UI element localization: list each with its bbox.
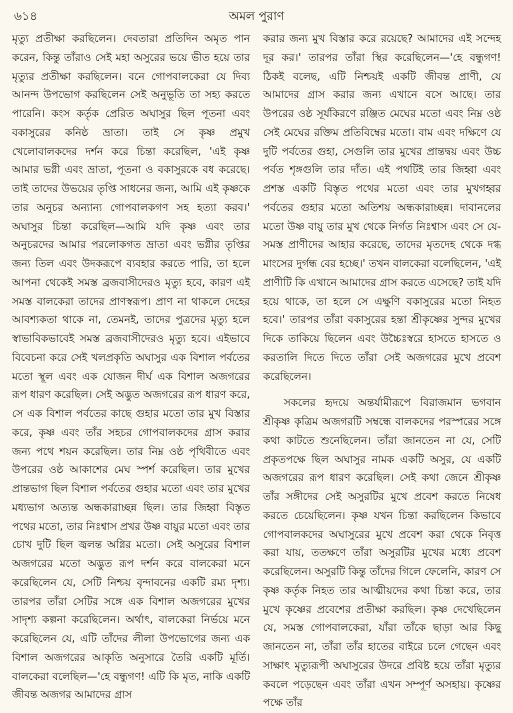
- running-title: অমল পুরাণ: [228, 9, 285, 23]
- left-column: [12, 30, 250, 705]
- paragraph: সকলের হৃদয়ে অন্তর্যামীরূপে বিরাজমান ভগবান শ্রীকৃষ্ণ কৃত্রিম অজগরটি সম্বন্ধে বালকদের পরস্পরের সঙ্গে কথা কাটতে শুনেছিলেন। তাঁরা জানতেন না যে, সেটি প্রকৃতপক্ষে ছিল অঘাসুর নামক একটি অসুর, যে একটি অজগরের রূপ ধারণ করেছিল। সেই কথা জেনে শ্রীকৃষ্ণ তাঁর সঙ্গীদের সেই অসুরটির মুখে প্রবেশ করতে নিষেধ করতে চেয়েছিলেন। কৃষ্ণ যখন চিন্তা করছিলেন কিভাবে গোপবালকদের অঘাসুরের মুখে প্রবেশ করা থেকে নিবৃত্ত করা যায়, ততক্ষণে তাঁরা অসুরটির মুখের মধ্যে প্রবেশ করেছিলেন। অসুরটি কিন্তু তাঁদের গিলে ফেলেনি, কারণ সে কৃষ্ণ কর্তৃক নিহত তার আত্মীয়দের কথা চিন্তা করে, তার মুখে কৃষ্ণের প্রবেশের প্রতীক্ষা করছিল। কৃষ্ণ দেখেছিলেন যে, সমস্ত গোপবালকেরা, যাঁরা তাঁকে ছাড়া আর কিছু জানতেন না, তাঁরা তাঁর হাতের বাইরে চলে গেছেন এবং সাক্ষাৎ মৃত্যুরূপী অঘাসুরের উদরে প্রবিষ্ট হয়ে তাঁরা মৃত্যুর কবলে পড়েছেন এবং তাঁরা এখন সম্পূর্ণ অসহায়। কৃষ্ণের পক্ষে তাঁর: [263, 397, 501, 710]
- right-column: [263, 30, 501, 713]
- page-header: [14, 8, 499, 28]
- paragraph: মৃত্যু প্রতীক্ষা করছিলেন। দেবতারা প্রতিদিন অমৃত পান করেন, কিন্তু তাঁরাও সেই মহা অসুরের ভয়ে ভীত হয়ে তার মৃত্যুর প্রতীক্ষা করছিলেন। বনে গোপবালকেরা যে দিব্য আনন্দ উপভোগ করছিলেন সেই অনুভূতি তা সহ্য করতে পারেনি। কংস কর্তৃক প্রেরিত অঘাসুর ছিল পূতনা এবং বকাসুরের কনিষ্ঠ ভ্রাতা। তাই সে কৃষ্ণ প্রমুখ খেলোবালকদের দর্শন করে চিন্তা করেছিল, 'এই কৃষ্ণ আমার ভগ্নী এবং ভ্রাতা, পূতনা ও বকাসুরকে বধ করেছে। তাই তাদের উভয়ের তৃপ্তি সাধনের জন্য, আমি এই কৃষ্ণকে তার অনুচর অন্যান্য গোপবালকগণ সহ হত্যা করব।' অঘাসুর চিন্তা করেছিল—আমি যদি কৃষ্ণ এবং তার অনুচরদের আমার পরলোকগত ভ্রাতা এবং ভগ্নীর তৃপ্তির জন্য তিল এবং উদকরূপে ব্যবহার করতে পারি, তা হলে আপনা থেকেই সমস্ত ব্রজবাসীদেরও মৃত্যু হবে, কারণ এই সমস্ত বালকেরা তাদের প্রাণস্বরূপ। প্রাণ না থাকলে দেহের আবশ্যকতা থাকে না, তেমনই, তাদের পুত্রদের মৃত্যু হলে স্বাভাবিকভাবেই সমস্ত ব্রজবাসীদেরও মৃত্যু হবে। এইভাবে বিবেচনা করে সেই খলপ্রকৃতি অঘাসুর এক বিশাল পর্বতের মতো স্থূল এবং এক যোজন দীর্ঘ এক বিশাল অজগরের রূপ ধারণ করেছিল। সেই অদ্ভুত অজগরের রূপ ধারণ করে, সে এক বিশাল পর্বতের কাছে গুহার মতো তার মুখ বিস্তার করে, কৃষ্ণ এবং তাঁর সহচর গোপবালকদের গ্রাস করার জন্য পথে শয়ন করেছিল। তার নিম্ন ওষ্ঠ পৃথিবীতে এবং উপরের ওষ্ঠ আকাশের মেঘ স্পর্শ করেছিল। তার মুখের প্রান্তভাগ ছিল বিশাল পর্বতের গুহার মতো এবং তার মুখের মধ্যভাগ অত্যন্ত অন্ধকারাচ্ছন্ন ছিল। তার জিহ্বা বিস্তৃত পথের মতো, তার নিঃশ্বাস প্রখর উষ্ণ বায়ুর মতো এবং তার চোখ দুটি ছিল জ্বলন্ত অগ্নির মতো। সেই অসুরের বিশাল অজগরের মতো অদ্ভুত রূপ দর্শন করে বালকেরা মনে করেছিলেন যে, সেটি নিশ্চয় বৃন্দাবনের একটি রম্য দৃশ্য। তারপর তাঁরা সেটির সঙ্গে এক বিশাল অজগরের মুখের সাদৃশ্য কল্পনা করেছিলেন। অর্থাৎ, বালকেরা নির্ভয়ে মনে করেছিলেন যে, এটি তাঁদের লীলা উপভোগের জন্য এক বিশাল অজগরের আকৃতি অনুসারে তৈরি একটি মূর্তি। বালকেরা বলেছিল—'হে বন্ধুগণ! এটি কি মৃত, নাকি একটি জীবন্ত অজগর আমাদের গ্রাস: [12, 33, 250, 702]
- page-number: ৬১৪: [14, 9, 38, 23]
- paragraph: করার জন্য মুখ বিস্তার করে রয়েছে? আমাদের এই সন্দেহ দূর কর।' তারপর তাঁরা স্থির করেছিলেন—'হে বন্ধুগণ! ঠিকই বলেছ, এটি নিশ্চয়ই একটি জীবন্ত প্রাণী, যে আমাদের গ্রাস করার জন্য এখানে বসে আছে। তার উপরের ওষ্ঠ সূর্যকিরণে রঞ্জিত মেঘের মতো এবং নিম্ন ওষ্ঠ সেই মেঘের রক্তিম প্রতিবিম্বের মতো। বাম এবং দক্ষিণে যে দুটি পর্বতের গুহা, সেগুলি তার মুখের প্রান্তদ্বয় এবং উচ্চ পর্বত শৃঙ্গগুলি তার দাঁত। এই পথটিই তার জিহ্বা এবং প্রশস্ত একটি বিস্তৃত পথের মতো এবং তার মুখগহ্বর পর্বতের গুহার মতো অতিশয় অন্ধকারাচ্ছন্ন। দাবানলের মতো উষ্ণ বায়ু তার মুখ থেকে নির্গত নিঃশ্বাস এবং সে যে-সমস্ত প্রাণীদের আহার করেছে, তাদের মৃতদেহ থেকে দগ্ধ মাংসের দুর্গন্ধ বের হচ্ছে।' তখন বালকেরা বলেছিলেন, 'এই প্রাণীটি কি এখানে আমাদের গ্রাস করতে এসেছে? তাই যদি হয়ে থাকে, তা হলে সে এক্ষুণি বকাসুরের মতো নিহত হবে।' তারপর তাঁরা বকাসুরের হন্তা শ্রীকৃষ্ণের সুন্দর মুখের দিকে তাকিয়ে ছিলেন এবং উচ্চৈঃস্বরে হাসতে হাসতে ও করতালি দিতে দিতে তাঁরা সেই অজগরের মুখে প্রবেশ করেছিলেন।: [263, 33, 501, 383]
